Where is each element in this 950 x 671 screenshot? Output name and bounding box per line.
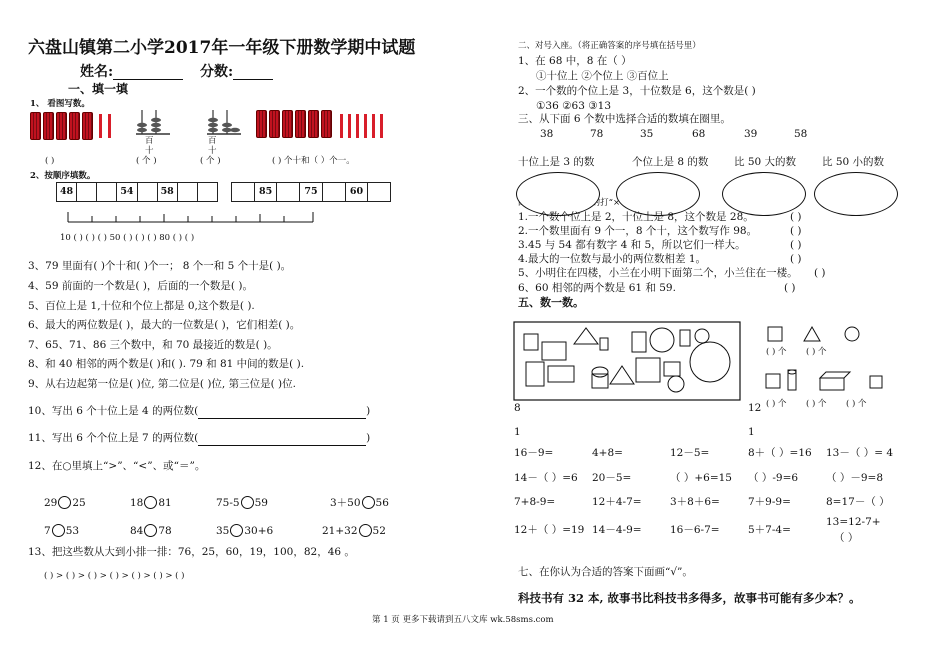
compare-right: 30+6 — [244, 525, 274, 537]
tf-1-blank[interactable]: ( ) — [790, 211, 802, 223]
compare-left: 18 — [130, 497, 144, 509]
count-answer-1[interactable]: ( ) 个 — [766, 347, 787, 357]
hidden-mark-2: 1 — [514, 426, 521, 438]
answer-circle-2[interactable] — [616, 172, 700, 216]
mc-question-2-options[interactable]: ①36 ②63 ③13 — [536, 100, 611, 112]
calc-item[interactable]: 7+8-9= — [514, 496, 556, 508]
calc-item[interactable]: 12－5= — [670, 447, 710, 459]
count-answer-2[interactable]: ( ) 个 — [806, 347, 827, 357]
question-11-text: 11、写出 6 个个位上是 7 的两位数( — [28, 432, 199, 444]
pick-number: 35 — [640, 128, 654, 140]
tf-2: 2.一个数里面有 9 个一，8 个十，这个数写作 98。 — [518, 225, 758, 237]
compare-circle[interactable] — [58, 496, 71, 509]
page-title: 六盘山镇第二小学2017年一年级下册数学期中试题 — [28, 38, 416, 58]
shape-legend-row-2 — [764, 368, 884, 392]
shape-legend-row-1 — [766, 325, 876, 345]
tf-5-blank[interactable]: ( ) — [814, 267, 826, 279]
compare-left: 35 — [216, 525, 230, 537]
pick-label-2: 个位上是 8 的数 — [632, 156, 709, 168]
hidden-mark-4: 1 — [748, 426, 755, 438]
seq1-cell[interactable] — [198, 183, 217, 201]
compare-right: 56 — [375, 497, 389, 509]
mc-question-2: 2、一个数的个位上是 3，十位数是 6，这个数是( ) — [518, 85, 756, 97]
pick-number: 58 — [794, 128, 808, 140]
compare-left: 3＋50 — [330, 497, 361, 509]
calc-item[interactable]: 5＋7-4= — [748, 524, 791, 536]
pick-number: 38 — [540, 128, 554, 140]
compare-right: 52 — [372, 525, 386, 537]
calc-item-last-blank[interactable]: （ ） — [834, 532, 859, 544]
hidden-mark-1: 8 — [514, 402, 521, 414]
mc-question-1-options[interactable]: ①十位上 ②个位上 ③百位上 — [536, 70, 669, 82]
answer-circle-3[interactable] — [722, 172, 806, 216]
calc-item[interactable]: 16－6-7= — [670, 524, 720, 536]
tf-6-blank[interactable]: ( ) — [784, 282, 796, 294]
count-answer-5[interactable]: ( ) 个 — [846, 399, 867, 409]
name-field[interactable] — [80, 66, 183, 80]
question-8: 8、和 40 相邻的两个数是( )和( ). 79 和 81 中间的数是( ). — [28, 358, 305, 370]
compare-circle[interactable] — [144, 524, 157, 537]
pick-label-1: 十位上是 3 的数 — [518, 156, 595, 168]
question-6: 6、最大的两位数是( )，最大的一位数是( )，它们相差( )。 — [28, 319, 301, 331]
seq1-cell[interactable] — [77, 183, 97, 201]
compare-circle[interactable] — [241, 496, 254, 509]
section-5-heading: 五、数一数。 — [518, 296, 584, 309]
calc-item[interactable]: 14－4-9= — [592, 524, 642, 536]
tf-3-blank[interactable]: ( ) — [790, 239, 802, 251]
question-10[interactable]: 10、写出 6 个十位上是 4 的两位数( ) — [28, 405, 371, 417]
seq1-cell[interactable] — [138, 183, 158, 201]
shapes-picture — [514, 322, 740, 400]
compare-2[interactable] — [130, 496, 172, 510]
tf-5: 5、小明住在四楼，小兰在小明下面第二个，小兰住在一楼。 — [518, 267, 798, 279]
abacus-2-label-tens: 十 — [208, 146, 217, 156]
sequence-box-1 — [56, 182, 218, 202]
q1-answer-2[interactable]: ( 个 ) — [136, 156, 157, 166]
compare-circle[interactable] — [144, 496, 157, 509]
calc-item[interactable]: 8=17－（ ） — [826, 496, 890, 508]
compare-left: 21+32 — [322, 525, 358, 537]
calc-item[interactable]: 8＋（ ）=16 — [748, 447, 812, 459]
question-7: 7、65、71、86 三个数中，和 70 最接近的数是( )。 — [28, 339, 278, 351]
count-answer-3[interactable]: ( ) 个 — [766, 399, 787, 409]
compare-1[interactable] — [44, 496, 86, 510]
compare-right: 81 — [158, 497, 172, 509]
compare-circle[interactable] — [230, 524, 243, 537]
question-9: 9、从右边起第一位是( )位, 第二位是( )位, 第三位是( )位. — [28, 378, 296, 390]
question-1-label: 1、 看图写数。 — [30, 99, 90, 109]
count-answer-4[interactable]: ( ) 个 — [806, 399, 827, 409]
calc-item[interactable]: 20－5= — [592, 472, 632, 484]
hidden-mark-3: 12 — [748, 402, 762, 414]
calc-item[interactable]: 13=12-7+ — [826, 516, 881, 528]
number-line — [68, 212, 318, 226]
compare-5[interactable] — [44, 524, 79, 538]
question-13: 13、把这些数从大到小排一排：76，25，60，19，100，82，46 。 — [28, 546, 355, 558]
calc-item[interactable]: （ ）－9=8 — [826, 472, 883, 484]
question-11[interactable]: 11、写出 6 个个位上是 7 的两位数( ) — [28, 432, 371, 444]
score-label: 分数: — [200, 64, 234, 80]
number-line-labels[interactable]: 10 ( ) ( ) ( ) 50 ( ) ( ) ( ) 80 ( ) ( ) — [60, 233, 195, 243]
pick-label-3: 比 50 大的数 — [734, 156, 797, 168]
seq2-cell[interactable] — [323, 183, 346, 201]
page-footer: 第 1 页 更多下载请到五八文库 wk.58sms.com — [372, 615, 554, 625]
seq1-cell: 48 — [57, 183, 77, 201]
seq1-cell[interactable] — [178, 183, 198, 201]
calc-item[interactable]: 12＋4-7= — [592, 496, 642, 508]
section-1-heading: 一、填一填 — [68, 82, 129, 96]
compare-right: 59 — [254, 497, 268, 509]
calc-item[interactable]: 3＋8＋6= — [670, 496, 720, 508]
question-10-text: 10、写出 6 个十位上是 4 的两位数( — [28, 405, 199, 417]
calc-item[interactable]: 13－（ ）= 4 — [826, 447, 894, 459]
section-3-heading: 三、从下面 6 个数中选择合适的数填在圈里。 — [518, 113, 731, 125]
compare-left: 29 — [44, 497, 58, 509]
seq2-cell[interactable] — [368, 183, 390, 201]
question-7-text: 科技书有 32 本, 故事书比科技书多得多，故事书可能有多少本？。 — [518, 591, 861, 605]
pick-number: 39 — [744, 128, 758, 140]
abacus-1-label-tens: 十 — [145, 146, 154, 156]
seq2-cell[interactable] — [232, 183, 255, 201]
sequence-box-2 — [231, 182, 391, 202]
mc-question-1: 1、在 68 中，8 在（ ） — [518, 55, 632, 67]
compare-left: 75-5 — [216, 497, 240, 509]
tf-4: 4.最大的一位数与最小的两位数相差 1。 — [518, 253, 707, 265]
seq2-cell: 85 — [255, 183, 278, 201]
compare-circle[interactable] — [52, 524, 65, 537]
seq1-cell: 54 — [117, 183, 137, 201]
q13-blanks[interactable]: ( ) > ( ) > ( ) > ( ) > ( ) > ( ) > ( ) — [44, 571, 185, 581]
answer-circle-1[interactable] — [516, 172, 600, 216]
tf-6: 6、60 相邻的两个数是 61 和 59. — [518, 282, 676, 294]
name-label: 姓名: — [80, 64, 114, 80]
compare-3[interactable] — [216, 496, 268, 510]
calc-item[interactable]: 14－（ ）=6 — [514, 472, 578, 484]
compare-7[interactable] — [216, 524, 273, 538]
compare-4[interactable] — [330, 496, 389, 510]
question-12: 12、在○里填上“>”、“<”、或“＝”。 — [28, 460, 206, 472]
answer-circle-4[interactable] — [814, 172, 898, 216]
calc-item[interactable]: （ ）+6=15 — [670, 472, 732, 484]
compare-circle[interactable] — [362, 496, 375, 509]
section-2-heading: 二、对号入座。（将正确答案的序号填在括号里） — [518, 41, 701, 51]
calc-item[interactable]: 7＋9-9= — [748, 496, 791, 508]
compare-right: 25 — [72, 497, 86, 509]
tf-4-blank[interactable]: ( ) — [790, 253, 802, 265]
pick-label-4: 比 50 小的数 — [822, 156, 885, 168]
question-5: 5、百位上是 1,十位和个位上都是 0,这个数是( ). — [28, 300, 255, 312]
question-2-label: 2、按顺序填数。 — [30, 171, 96, 181]
tf-1: 1.一个数个位上是 2，十位上是 8，这个数是 28。 — [518, 211, 754, 223]
compare-right: 78 — [158, 525, 172, 537]
compare-right: 53 — [65, 525, 80, 537]
calc-item[interactable]: 16－9= — [514, 447, 554, 459]
section-7-heading: 七、在你认为合适的答案下面画“√”。 — [518, 566, 693, 578]
compare-6[interactable] — [130, 524, 172, 538]
q1-answer-1[interactable]: ( ) — [45, 156, 55, 166]
tf-3: 3.45 与 54 都有数字 4 和 5，所以它们一样大。 — [518, 239, 746, 251]
abacus-1-label-hundreds: 百 — [145, 136, 154, 146]
compare-8[interactable] — [322, 524, 386, 538]
calc-item[interactable]: 4+8= — [592, 447, 623, 459]
compare-left: 7 — [44, 525, 51, 537]
compare-circle[interactable] — [359, 524, 372, 537]
question-3: 3、79 里面有( )个十和( )个一； 8 个一和 5 个十是( )。 — [28, 260, 292, 272]
abacus-1 — [134, 108, 174, 152]
q1-answer-4[interactable]: ( ) 个十和（ ）个一。 — [272, 156, 355, 166]
q1-answer-3[interactable]: ( 个 ) — [200, 156, 221, 166]
seq1-cell: 58 — [158, 183, 178, 201]
seq2-cell: 60 — [346, 183, 369, 201]
tf-2-blank[interactable]: ( ) — [790, 225, 802, 237]
seq2-cell[interactable] — [277, 183, 300, 201]
seq2-cell: 75 — [300, 183, 323, 201]
question-4: 4、59 前面的一个数是( )，后面的一个数是( )。 — [28, 280, 253, 292]
abacus-2-label-hundreds: 百 — [208, 136, 217, 146]
calc-item[interactable]: 12＋（ ）=19 — [514, 524, 585, 536]
compare-left: 84 — [130, 525, 144, 537]
seq1-cell[interactable] — [97, 183, 117, 201]
pick-number: 68 — [692, 128, 706, 140]
pick-number: 78 — [590, 128, 604, 140]
score-field[interactable] — [200, 66, 273, 80]
calc-item[interactable]: （ ）-9=6 — [748, 472, 799, 484]
